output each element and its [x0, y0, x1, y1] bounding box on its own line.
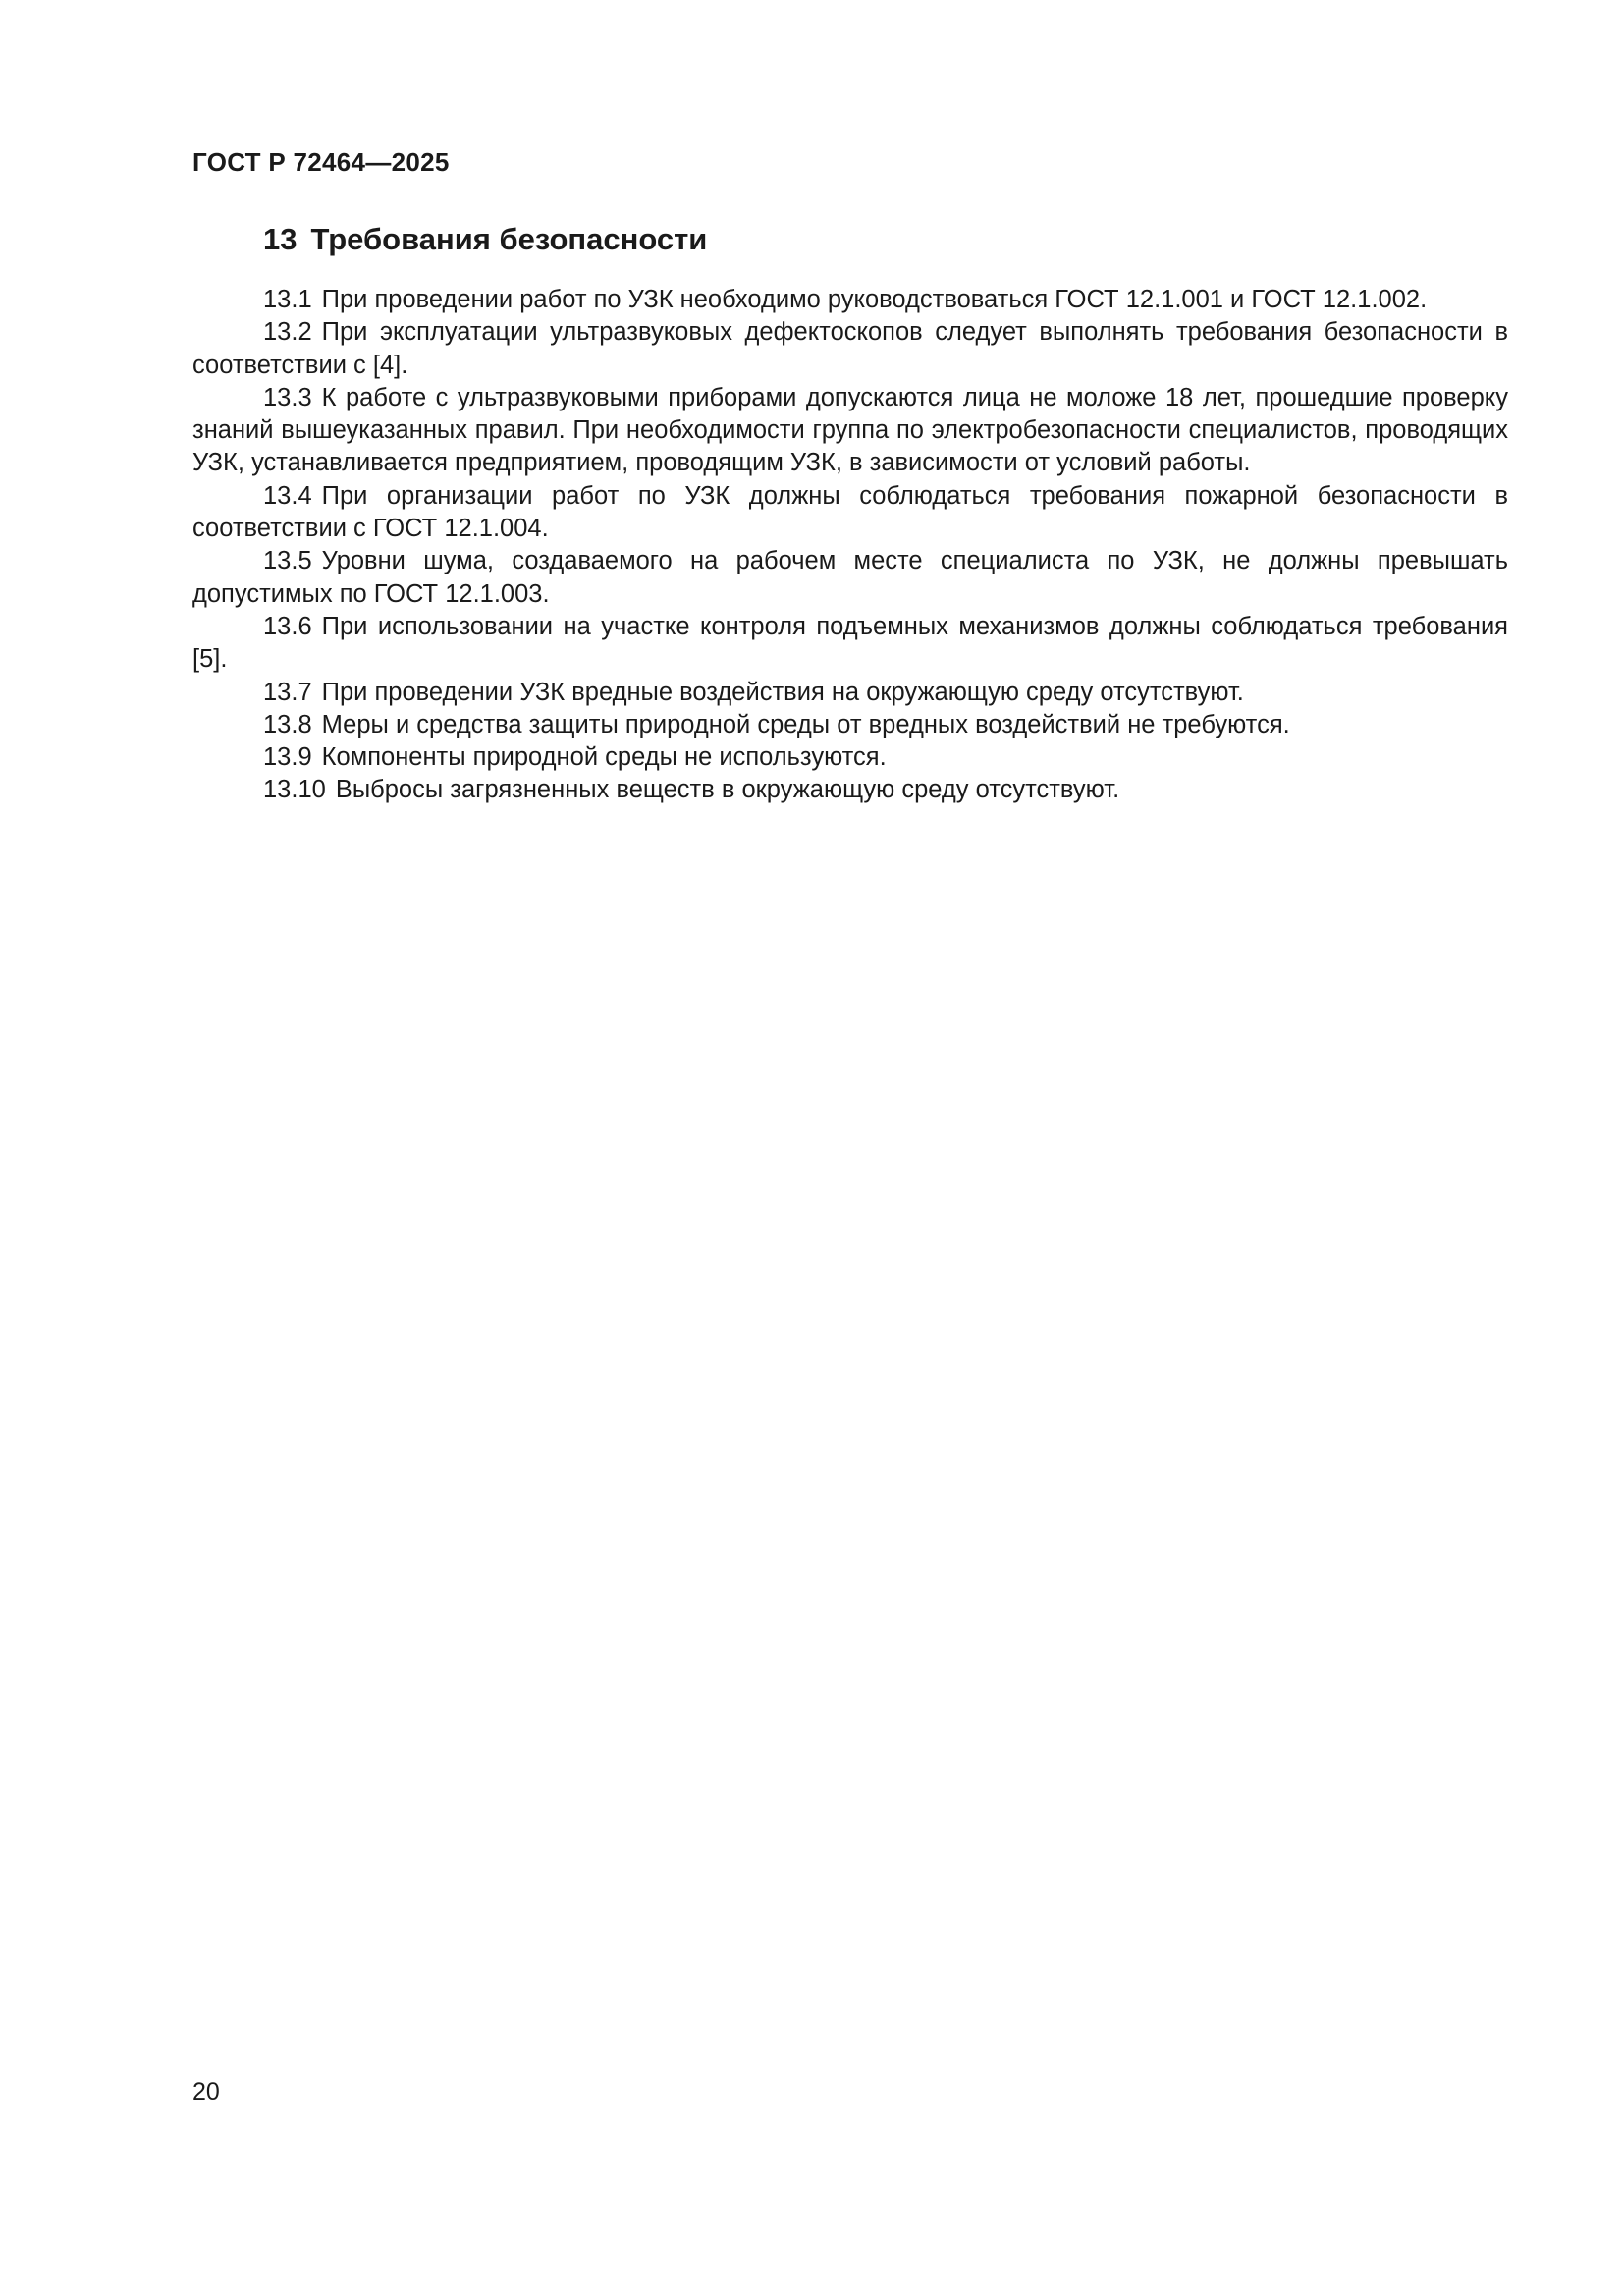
- paragraph: [192, 316, 1508, 382]
- paragraph-number: 13.3: [263, 383, 312, 411]
- section-title-text: Требования безопасности: [310, 222, 708, 256]
- paragraph-text: При эксплуатации ультразвуковых дефектоскопов следует выполнять требования безопасности в соответствии с [4].: [192, 318, 1508, 379]
- paragraph-text: К работе с ультразвуковыми приборами допускаются лица не моложе 18 лет, прошедшие проверку знаний вышеуказанных правил. При необходимости группа по электробезопасности специалистов, проводящих УЗК, устанавливается предприятием, проводящим УЗК, в зависимости от условий работы.: [192, 383, 1508, 477]
- paragraph-number: 13.2: [263, 318, 312, 347]
- paragraph-text: При проведении УЗК вредные воздействия на окружающую среду отсутствуют.: [321, 678, 1244, 706]
- paragraph-text: Компоненты природной среды не используются.: [321, 743, 887, 772]
- paragraph-number: 13.1: [263, 286, 312, 313]
- paragraph: [192, 709, 1508, 741]
- page-number: 20: [192, 2078, 220, 2105]
- paragraph: [192, 611, 1508, 677]
- paragraph-number: 13.7: [263, 678, 312, 706]
- paragraph-number: 13.10: [263, 776, 326, 804]
- paragraph-text: При использовании на участке контроля подъемных механизмов должны соблюдаться требования [5].: [192, 612, 1508, 674]
- paragraph-number: 13.5: [263, 547, 312, 575]
- paragraph: [192, 741, 1508, 774]
- paragraph: [192, 284, 1508, 316]
- standard-id-header: ГОСТ Р 72464—2025: [192, 147, 450, 177]
- paragraph-text: При проведении работ по УЗК необходимо руководствоваться ГОСТ 12.1.001 и ГОСТ 12.1.002.: [321, 286, 1428, 313]
- paragraph-text: Уровни шума, создаваемого на рабочем месте специалиста по УЗК, не должны превышать допустимых по ГОСТ 12.1.003.: [192, 547, 1508, 608]
- section-body: [192, 284, 1508, 807]
- paragraph-number: 13.8: [263, 710, 312, 738]
- paragraph-number: 13.4: [263, 481, 312, 510]
- paragraph-number: 13.9: [263, 743, 312, 772]
- paragraph: [192, 545, 1508, 611]
- paragraph-number: 13.6: [263, 612, 312, 640]
- section-number: 13: [263, 222, 298, 256]
- paragraph-text: Выбросы загрязненных веществ в окружающую среду отсутствуют.: [335, 776, 1120, 804]
- paragraph: [192, 480, 1508, 546]
- paragraph: [192, 382, 1508, 480]
- paragraph: [192, 677, 1508, 709]
- section-heading: [263, 222, 707, 257]
- paragraph-text: При организации работ по УЗК должны соблюдаться требования пожарной безопасности в соответствии с ГОСТ 12.1.004.: [192, 481, 1508, 543]
- paragraph: [192, 774, 1508, 806]
- paragraph-text: Меры и средства защиты природной среды от вредных воздействий не требуются.: [321, 710, 1290, 738]
